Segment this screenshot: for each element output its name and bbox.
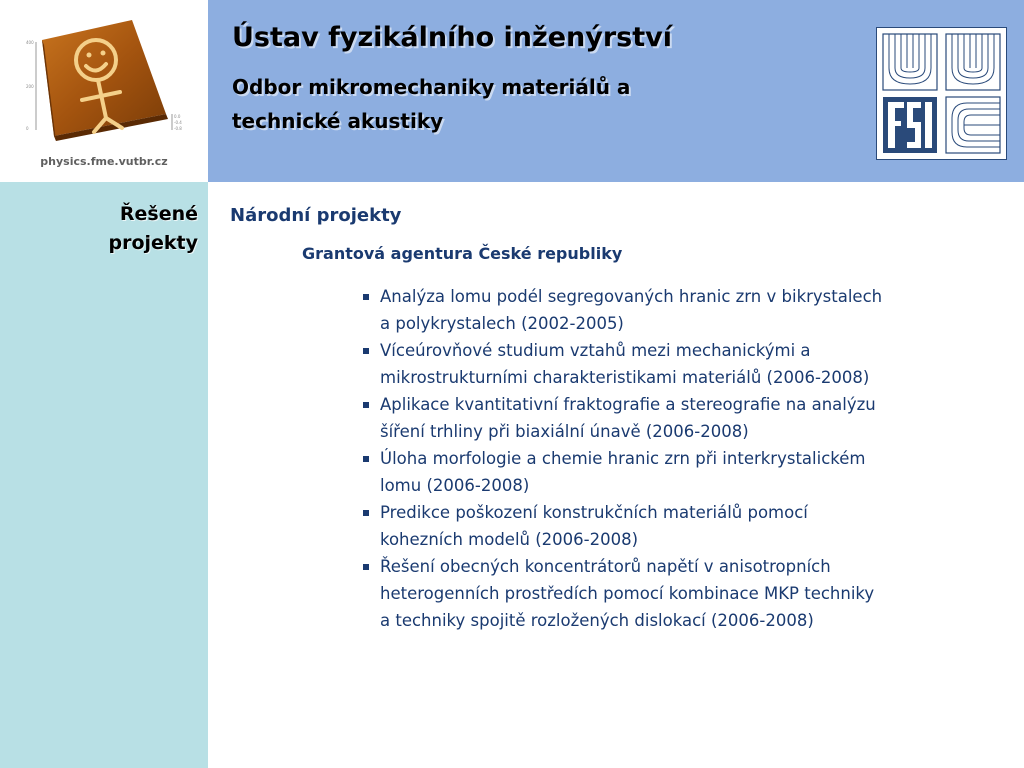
department-title-line1: Odbor mikromechaniky materiálů a [232, 75, 631, 99]
project-line: a polykrystalech (2002-2005) [380, 314, 624, 333]
bullet-icon [363, 348, 369, 354]
project-line: šíření trhliny při biaxiální únavě (2006-2008) [380, 422, 749, 441]
project-line: mikrostrukturními charakteristikami materiálů (2006-2008) [380, 368, 870, 387]
project-item [360, 553, 1000, 634]
project-line: Analýza lomu podél segregovaných hranic zrn v bikrystalech [380, 287, 883, 306]
fsi-vut-logo-icon [876, 27, 1007, 160]
institute-title: Ústav fyzikálního inženýrství [232, 22, 672, 53]
project-list [360, 283, 1000, 634]
svg-text:200: 200 [26, 84, 34, 89]
svg-text:0: 0 [26, 126, 29, 131]
department-title [232, 70, 792, 138]
svg-text:-0.8: -0.8 [174, 126, 182, 131]
project-line: Víceúrovňové studium vztahů mezi mechanickými a [380, 341, 811, 360]
agency-heading: Grantová agentura České republiky [302, 244, 623, 263]
bullet-icon [363, 294, 369, 300]
department-title-line2: technické akustiky [232, 109, 444, 133]
svg-text:0.0: 0.0 [174, 114, 181, 119]
project-item [360, 499, 1000, 553]
project-line: lomu (2006-2008) [380, 476, 530, 495]
afm-smiley-image-icon [24, 18, 194, 148]
project-line: heterogenních prostředích pomocí kombinace MKP techniky [380, 584, 875, 603]
bullet-icon [363, 456, 369, 462]
project-line: a techniky spojitě rozložených dislokací (2006-2008) [380, 611, 814, 630]
project-line: Aplikace kvantitativní fraktografie a stereografie na analýzu [380, 395, 876, 414]
project-line: Řešení obecných koncentrátorů napětí v anisotropních [380, 557, 831, 576]
project-item [360, 391, 1000, 445]
project-item [360, 445, 1000, 499]
sidebar-title [108, 200, 198, 258]
project-item [360, 283, 1000, 337]
bullet-icon [363, 510, 369, 516]
project-line: Úloha morfologie a chemie hranic zrn při interkrystalickém [380, 449, 866, 468]
logo-panel [0, 0, 208, 182]
site-url: physics.fme.vutbr.cz [40, 155, 168, 168]
bullet-icon [363, 564, 369, 570]
project-item [360, 337, 1000, 391]
svg-text:-0.4: -0.4 [174, 120, 182, 125]
svg-text:400: 400 [26, 40, 34, 45]
sidebar-title-line1: Řešené [119, 203, 198, 225]
section-heading: Národní projekty [230, 205, 402, 226]
sidebar-title-line2: projekty [108, 232, 198, 254]
bullet-icon [363, 402, 369, 408]
project-line: Predikce poškození konstrukčních materiálů pomocí [380, 503, 808, 522]
project-line: kohezních modelů (2006-2008) [380, 530, 639, 549]
sidebar [0, 182, 208, 768]
